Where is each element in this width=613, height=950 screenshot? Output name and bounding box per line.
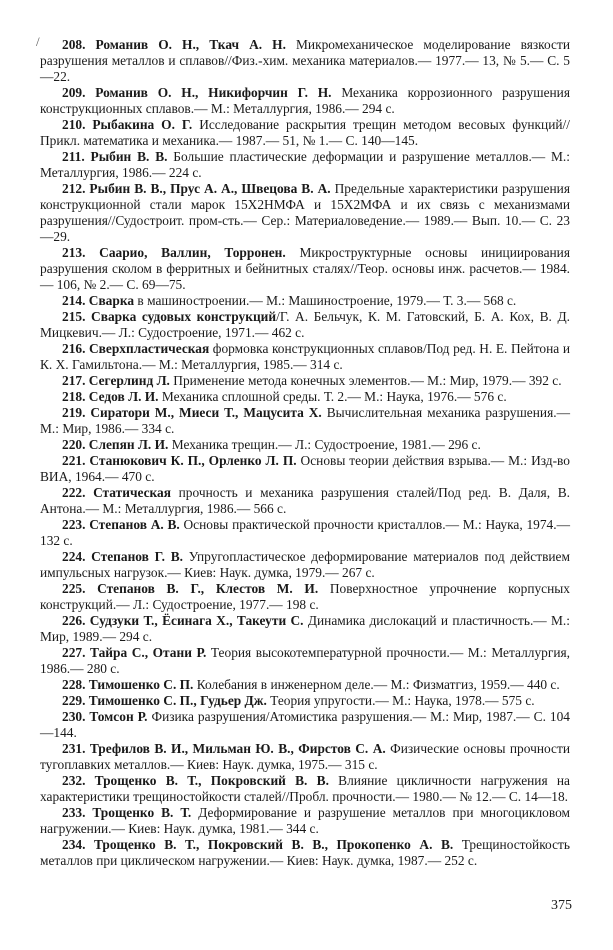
entry-211 <box>40 149 570 181</box>
entry-227 <box>40 645 570 677</box>
entry-author: 211. Рыбин В. В. <box>62 149 168 164</box>
entry-text: формовка конструкционных сплавов/Под ред. Н. Е. Пейтона и К. Х. Гамильтона.— М.: Металлургия, 1985.— 314 с. <box>40 341 570 372</box>
entry-text: в машиностроении.— М.: Машиностроение, 1979.— Т. 3.— 568 с. <box>134 293 517 308</box>
entry-219 <box>40 405 570 437</box>
entry-233 <box>40 805 570 837</box>
entry-208 <box>40 37 570 85</box>
entry-text: Предельные характеристики разрушения конструкционной стали марок 15Х2НМФА и 15Х2МФА и их связь с механизмами разрушения//Судостроит. пром-сть.— Сер.: Материаловедение.— 1989.— Вып. 10.— С. 23—29. <box>40 181 570 244</box>
entry-225 <box>40 581 570 613</box>
entry-213 <box>40 245 570 293</box>
entry-text: Физические основы прочности тугоплавких металлов.— Киев: Наук. думка, 1975.— 315 с. <box>40 741 570 772</box>
entry-217 <box>40 373 570 389</box>
entry-text: Колебания в инженерном деле.— М.: Физматгиз, 1959.— 440 с. <box>193 677 560 692</box>
entry-text: Упругопластическое деформирование материалов под действием импульсных нагрузок.— Киев: Наук. думка, 1979.— 267 с. <box>40 549 570 580</box>
entry-text: Механика коррозионного разрушения конструкционных сплавов.— М.: Металлургия, 1986.— 294 с. <box>40 85 570 116</box>
entry-214 <box>40 293 570 309</box>
entry-author: 212. Рыбин В. В., Прус А. А., Швецова В. А. <box>62 181 331 196</box>
bibliography-list <box>40 37 570 869</box>
entry-text: Теория упругости.— М.: Наука, 1978.— 575 с. <box>266 693 535 708</box>
margin-mark: / <box>36 34 40 49</box>
entry-text: Микроструктурные основы инициирования разрушения сколом в ферритных и бейнитных сталях//Теор. основы инж. расчетов.— 1984.— 106, № 2.— С. 69—75. <box>40 245 570 292</box>
entry-212 <box>40 181 570 245</box>
entry-author: 225. Степанов В. Г., Клестов М. И. <box>62 581 319 596</box>
entry-text: Микромеханическое моделирование вязкости разрушения металлов и сплавов//Физ.-хим. механика материалов.— 1977.— 13, № 5.— С. 5—22. <box>40 37 570 84</box>
entry-author: 215. Сварка судовых конструкций <box>62 309 277 324</box>
entry-210 <box>40 117 570 149</box>
entry-228 <box>40 677 570 693</box>
entry-author: 226. Судзуки Т., Ёсинага Х., Такеути С. <box>62 613 304 628</box>
entry-author: 217. Сегерлинд Л. <box>62 373 170 388</box>
entry-author: 228. Тимошенко С. П. <box>62 677 194 692</box>
entry-text: Поверхностное упрочнение корпусных конструкций.— Л.: Судостроение, 1977.— 198 с. <box>40 581 570 612</box>
entry-234 <box>40 837 570 869</box>
entry-author: 219. Сиратори М., Миеси Т., Мацусита Х. <box>62 405 322 420</box>
entry-author: 210. Рыбакина О. Г. <box>62 117 193 132</box>
entry-author: 231. Трефилов В. И., Мильман Ю. В., Фирстов С. А. <box>62 741 386 756</box>
entry-author: 224. Степанов Г. В. <box>62 549 183 564</box>
entry-author: 233. Трощенко В. Т. <box>62 805 192 820</box>
entry-author: 221. Станюкович К. П., Орленко Л. П. <box>62 453 297 468</box>
entry-author: 230. Томсон Р. <box>62 709 148 724</box>
entry-author: 223. Степанов А. В. <box>62 517 180 532</box>
entry-author: 209. Романив О. Н., Никифорчин Г. Н. <box>62 85 332 100</box>
entry-text: Деформирование и разрушение металлов при многоцикловом нагружении.— Киев: Наук. думка, 1981.— 344 с. <box>40 805 570 836</box>
entry-author: 229. Тимошенко С. П., Гудьер Дж. <box>62 693 267 708</box>
entry-218 <box>40 389 570 405</box>
entry-226 <box>40 613 570 645</box>
entry-text: Динамика дислокаций и пластичность.— М.: Мир, 1989.— 294 с. <box>40 613 570 644</box>
entry-223 <box>40 517 570 549</box>
entry-author: 220. Слепян Л. И. <box>62 437 169 452</box>
entry-author: 216. Сверхпластическая <box>62 341 210 356</box>
entry-text: Теория высокотемпературной прочности.— М.: Металлургия, 1986.— 280 с. <box>40 645 570 676</box>
entry-text: прочность и механика разрушения сталей/Под ред. В. Даля, В. Антона.— М.: Металлургия, 1986.— 566 с. <box>40 485 570 516</box>
entry-author: 208. Романив О. Н., Ткач А. Н. <box>62 37 286 52</box>
entry-216 <box>40 341 570 373</box>
entry-220 <box>40 437 570 453</box>
entry-209 <box>40 85 570 117</box>
entry-232 <box>40 773 570 805</box>
entry-text: Большие пластические деформации и разрушение металлов.— М.: Металлургия, 1986.— 224 с. <box>40 149 570 180</box>
entry-author: 227. Тайра С., Отани Р. <box>62 645 207 660</box>
entry-author: 222. Статическая <box>62 485 171 500</box>
entry-222 <box>40 485 570 517</box>
entry-231 <box>40 741 570 773</box>
entry-text: Механика трещин.— Л.: Судостроение, 1981.— 296 с. <box>168 437 481 452</box>
entry-author: 232. Трощенко В. Т., Покровский В. В. <box>62 773 329 788</box>
page-number: 375 <box>551 898 572 913</box>
entry-text: Вычислительная механика разрушения.— М.: Мир, 1986.— 334 с. <box>40 405 570 436</box>
entry-author: 214. Сварка <box>62 293 135 308</box>
entry-text: Механика сплошной среды. Т. 2.— М.: Наука, 1976.— 576 с. <box>158 389 507 404</box>
entry-text: Основы практической прочности кристаллов.— М.: Наука, 1974.— 132 с. <box>40 517 570 548</box>
entry-221 <box>40 453 570 485</box>
entry-230 <box>40 709 570 741</box>
entry-author: 213. Саарио, Валлин, Торронен. <box>62 245 286 260</box>
entry-229 <box>40 693 570 709</box>
entry-text: Основы теории действия взрыва.— М.: Изд-во ВИА, 1964.— 470 с. <box>40 453 570 484</box>
entry-text: /Г. А. Бельчук, К. М. Гатовский, Б. А. Кох, В. Д. Мицкевич.— Л.: Судостроение, 1971.— 462 с. <box>40 309 570 340</box>
entry-text: Влияние цикличности нагружения на характеристики трещиностойкости сталей//Пробл. прочности.— 1980.— № 12.— С. 14—18. <box>40 773 570 804</box>
entry-text: Физика разрушения/Атомистика разрушения.— М.: Мир, 1987.— С. 104—144. <box>40 709 570 740</box>
entry-author: 218. Седов Л. И. <box>62 389 159 404</box>
entry-text: Применение метода конечных элементов.— М.: Мир, 1979.— 392 с. <box>169 373 562 388</box>
entry-215 <box>40 309 570 341</box>
entry-224 <box>40 549 570 581</box>
entry-text: Трещиностойкость металлов при циклическом нагружении.— Киев: Наук. думка, 1987.— 252 с. <box>40 837 570 868</box>
entry-text: Исследование раскрытия трещин методом весовых функций//Прикл. математика и механика.— 1987.— 51, № 1.— С. 140—145. <box>40 117 570 148</box>
entry-author: 234. Трощенко В. Т., Покровский В. В., Прокопенко А. В. <box>62 837 454 852</box>
